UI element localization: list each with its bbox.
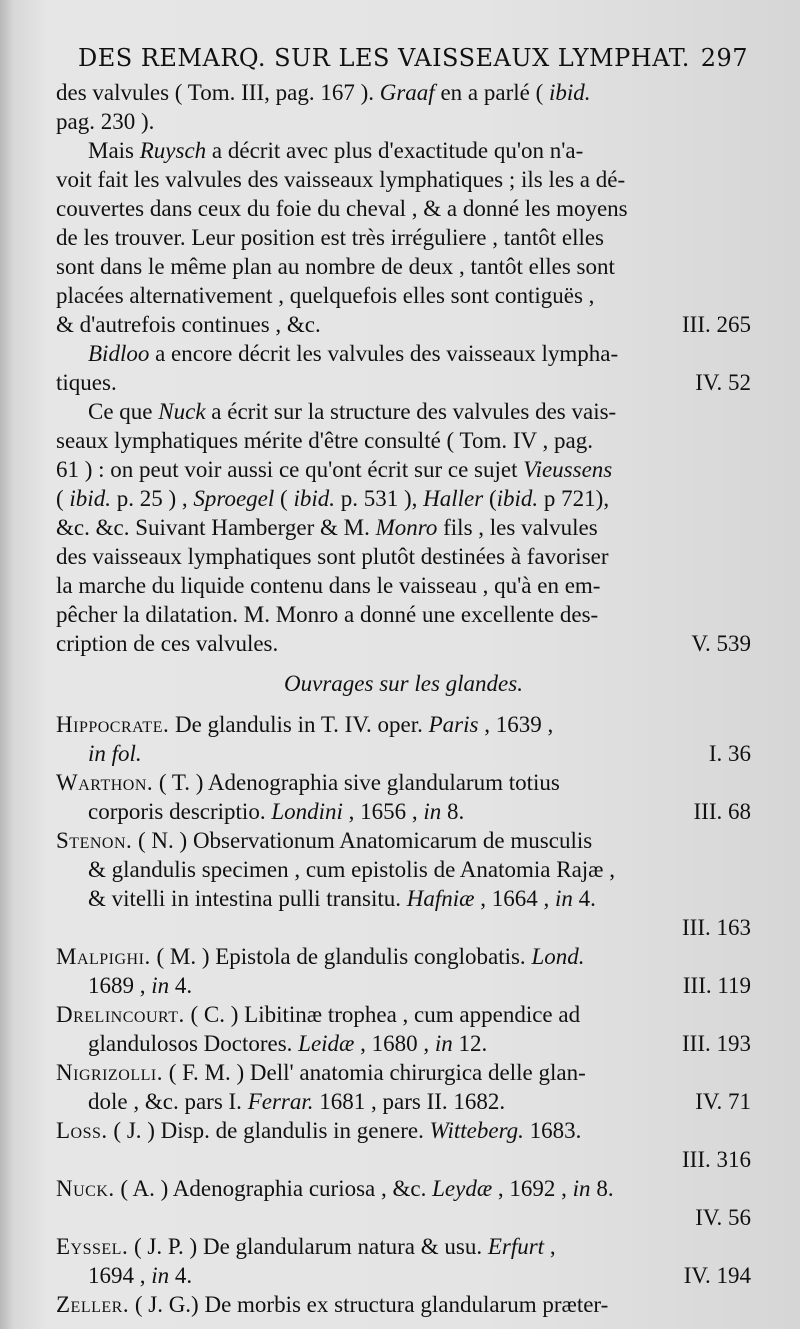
bibliography-entry [56, 1058, 751, 1116]
line-text: , 1656 , [342, 799, 424, 824]
line-text: fils , les valvules [437, 515, 598, 540]
italic-text: Leidæ [298, 1031, 355, 1056]
text-line [56, 484, 751, 513]
page-number: 297 [700, 44, 748, 72]
line-text: p. 25 ) , [110, 486, 194, 511]
text-line [56, 768, 751, 797]
italic-text: Lond. [531, 944, 585, 969]
text-line [56, 1203, 751, 1232]
italic-text: ibid. [293, 486, 335, 511]
volume-reference: III. 163 [682, 915, 751, 940]
running-header-title: DES REMARQ. SUR LES VAISSEAUX LYMPHAT. [78, 44, 690, 72]
text-line [56, 629, 751, 658]
line-text: 1681 , pars II. 1682. [313, 1089, 506, 1114]
italic-text: Ferrar. [247, 1089, 314, 1114]
italic-text: Haller [423, 486, 484, 511]
line-text: de les trouver. Leur position est très irréguliere , tantôt elles [56, 225, 605, 250]
italic-text: ibid. [69, 486, 111, 511]
text-line [56, 884, 751, 913]
line-text: ( J. ) Disp. de glandulis in genere. [107, 1118, 430, 1143]
text-line [56, 855, 751, 884]
text-line [56, 1174, 751, 1203]
text-line [56, 1058, 751, 1087]
author-name: Drelincourt. [56, 1002, 185, 1027]
line-text: ( M. ) Epistola de glandulis conglobatis. [150, 944, 532, 969]
author-name: Nuck. [56, 1176, 115, 1201]
line-text: voit fait les valvules des vaisseaux lymphatiques ; ils les a dé- [56, 167, 626, 192]
author-name: Stenon. [56, 828, 133, 853]
text-line [56, 1029, 751, 1058]
italic-text: Hafniæ [406, 886, 475, 911]
bibliography-entry [56, 1174, 751, 1232]
line-text: ( [483, 486, 497, 511]
italic-text: Paris [428, 712, 479, 737]
italic-text: ibid. [548, 80, 591, 105]
author-name: Warthon. [56, 770, 154, 795]
text-line [56, 310, 751, 339]
line-text: p 721), [538, 486, 610, 511]
line-text: ( [56, 486, 70, 511]
author-name: Malpighi. [56, 944, 151, 969]
line-text: , 1680 , [354, 1031, 435, 1056]
text-line [56, 1261, 751, 1290]
text-line [56, 739, 751, 768]
author-name: Hippocrate. [56, 712, 170, 737]
text-line [56, 913, 751, 942]
italic-text: Erfurt [487, 1234, 545, 1259]
volume-reference: I. 36 [708, 741, 751, 766]
author-name: Zeller. [56, 1292, 130, 1317]
author-name: Loss. [56, 1118, 108, 1143]
text-line [56, 542, 751, 571]
line-text: , [544, 1234, 556, 1259]
volume-reference: III. 265 [682, 312, 751, 337]
line-text: 1683. [523, 1118, 582, 1143]
line-text: De glandulis in T. IV. oper. [169, 712, 429, 737]
line-text: sont dans le même plan au nombre de deux , tantôt elles sont [56, 254, 615, 279]
line-text: & d'autrefois continues , &c. [56, 312, 321, 337]
bibliography-entry [56, 826, 751, 942]
italic-text: Nuck [158, 399, 206, 424]
italic-text: Leydæ [432, 1176, 493, 1201]
italic-text: in [434, 1031, 453, 1056]
running-header [78, 44, 748, 72]
bibliography-entry [56, 710, 751, 768]
italic-text: in [572, 1176, 591, 1201]
text-line [56, 165, 751, 194]
line-text: seaux lymphatiques mérite d'être consulté ( Tom. IV , pag. [56, 428, 593, 453]
line-text: 12. [452, 1031, 488, 1056]
line-text: 61 ) : on peut voir aussi ce qu'ont écrit sur ce sujet [56, 457, 524, 482]
text-line [56, 368, 751, 397]
line-text: ( J. P. ) De glandularum natura & usu. [128, 1234, 488, 1259]
text-line [56, 797, 751, 826]
text-line [56, 194, 751, 223]
italic-text: Graaf [379, 80, 435, 105]
line-text: p. 531 ), [334, 486, 424, 511]
volume-reference: IV. 71 [695, 1089, 751, 1114]
italic-text: Monro [375, 515, 438, 540]
section-title: Ouvrages sur les glandes. [284, 671, 523, 696]
italic-text: in [151, 1263, 170, 1288]
volume-reference: III. 68 [693, 799, 751, 824]
italic-text: Ruysch [139, 138, 207, 163]
page-gutter-edge [0, 0, 14, 1329]
bibliography-entry [56, 1000, 751, 1058]
line-text: des valvules ( Tom. III, pag. 167 ). [56, 80, 380, 105]
line-text: glandulosos Doctores. [88, 1031, 299, 1056]
italic-text: Vieussens [523, 457, 613, 482]
text-line [56, 455, 751, 484]
text-line [56, 1087, 751, 1116]
text-line [56, 1145, 751, 1174]
line-text: corporis descriptio. [88, 799, 272, 824]
italic-text: in [423, 799, 442, 824]
text-line [56, 710, 751, 739]
volume-reference: IV. 56 [695, 1205, 751, 1230]
volume-reference: III. 316 [682, 1147, 751, 1172]
text-line [56, 397, 751, 426]
line-text: ( F. M. ) Dell' anatomia chirurgica delle glan- [162, 1060, 586, 1085]
line-text: cription de ces valvules. [56, 631, 279, 656]
volume-reference: V. 539 [691, 631, 751, 656]
line-text: , 1692 , [492, 1176, 573, 1201]
text-line [56, 426, 751, 455]
italic-text: ibid. [496, 486, 539, 511]
line-text: 4. [169, 973, 193, 998]
line-text: tiques. [56, 370, 117, 395]
volume-reference: IV. 194 [683, 1263, 751, 1288]
text-line [56, 252, 751, 281]
line-text: pag. 230 ). [56, 109, 155, 134]
italic-text: Bidloo [88, 341, 150, 366]
line-text: placées alternativement , quelquefois elles sont contiguës , [56, 283, 595, 308]
author-name: Nigrizolli. [56, 1060, 163, 1085]
text-line [56, 600, 751, 629]
text-line [56, 513, 751, 542]
line-text: ( C. ) Libitinæ trophea , cum appendice ad [184, 1002, 581, 1027]
text-line [56, 281, 751, 310]
bibliography-entry [56, 942, 751, 1000]
bibliography-entry [56, 768, 751, 826]
line-text: des vaisseaux lymphatiques sont plutôt destinées à favoriser [56, 544, 609, 569]
line-text: la marche du liquide contenu dans le vaisseau , qu'à en em- [56, 573, 601, 598]
line-text: ( J. G.) De morbis ex structura glandularum præter- [129, 1292, 609, 1317]
line-text: & glandulis specimen , cum epistolis de Anatomia Rajæ , [88, 857, 616, 882]
line-text: pêcher la dilatation. M. Monro a donné une excellente des- [56, 602, 599, 627]
italic-text: in fol. [88, 741, 142, 766]
line-text: ( N. ) Observationum Anatomicarum de musculis [132, 828, 593, 853]
text-line [56, 971, 751, 1000]
line-text: 4. [169, 1263, 193, 1288]
italic-text: in [555, 886, 573, 911]
text-line [56, 1000, 751, 1029]
author-name: Eyssel. [56, 1234, 129, 1259]
line-text: ( T. ) Adenographia sive glandularum totius [153, 770, 560, 795]
volume-reference: IV. 52 [695, 370, 751, 395]
line-text: 8. [441, 799, 465, 824]
bibliography-entry [56, 1116, 751, 1174]
line-text: 1694 , [88, 1263, 152, 1288]
italic-text: in [151, 973, 170, 998]
line-text: couvertes dans ceux du foie du cheval , & a donné les moyens [56, 196, 628, 221]
line-text: en a parlé ( [434, 80, 549, 105]
line-text: & vitelli in intestina pulli transitu. [88, 886, 407, 911]
text-line [56, 339, 751, 368]
text-line [56, 107, 751, 136]
paragraph-block [56, 78, 751, 658]
text-line [56, 942, 751, 971]
text-line [56, 1232, 751, 1261]
page-body [56, 78, 751, 1319]
bibliography-entry [56, 1232, 751, 1290]
text-line [56, 78, 751, 107]
bibliography-list [56, 710, 751, 1319]
volume-reference: III. 119 [682, 973, 751, 998]
line-text: ( A. ) Adenographia curiosa , &c. [114, 1176, 433, 1201]
bibliography-entry [56, 1290, 751, 1319]
text-line [56, 826, 751, 855]
italic-text: Witteberg. [429, 1118, 524, 1143]
line-text: Ce que [88, 399, 159, 424]
line-text: 1689 , [88, 973, 152, 998]
text-line [56, 571, 751, 600]
line-text: , 1639 , [478, 712, 554, 737]
line-text: 8. [590, 1176, 614, 1201]
line-text: , 1664 , [474, 886, 556, 911]
line-text: a écrit sur la structure des valvules des vais- [205, 399, 617, 424]
text-line [56, 1290, 751, 1319]
volume-reference: III. 193 [682, 1031, 751, 1056]
line-text: 4. [572, 886, 596, 911]
line-text: dole , &c. pars I. [88, 1089, 248, 1114]
italic-text: Londini [271, 799, 343, 824]
line-text: Mais [88, 138, 140, 163]
line-text: a décrit avec plus d'exactitude qu'on n'a- [206, 138, 584, 163]
line-text: &c. &c. Suivant Hamberger & M. [56, 515, 376, 540]
line-text: a encore décrit les valvules des vaisseaux lympha- [149, 341, 619, 366]
line-text: ( [274, 486, 294, 511]
italic-text: Sproegel [193, 486, 275, 511]
text-line [56, 1116, 751, 1145]
text-line [56, 136, 751, 165]
text-line [56, 223, 751, 252]
